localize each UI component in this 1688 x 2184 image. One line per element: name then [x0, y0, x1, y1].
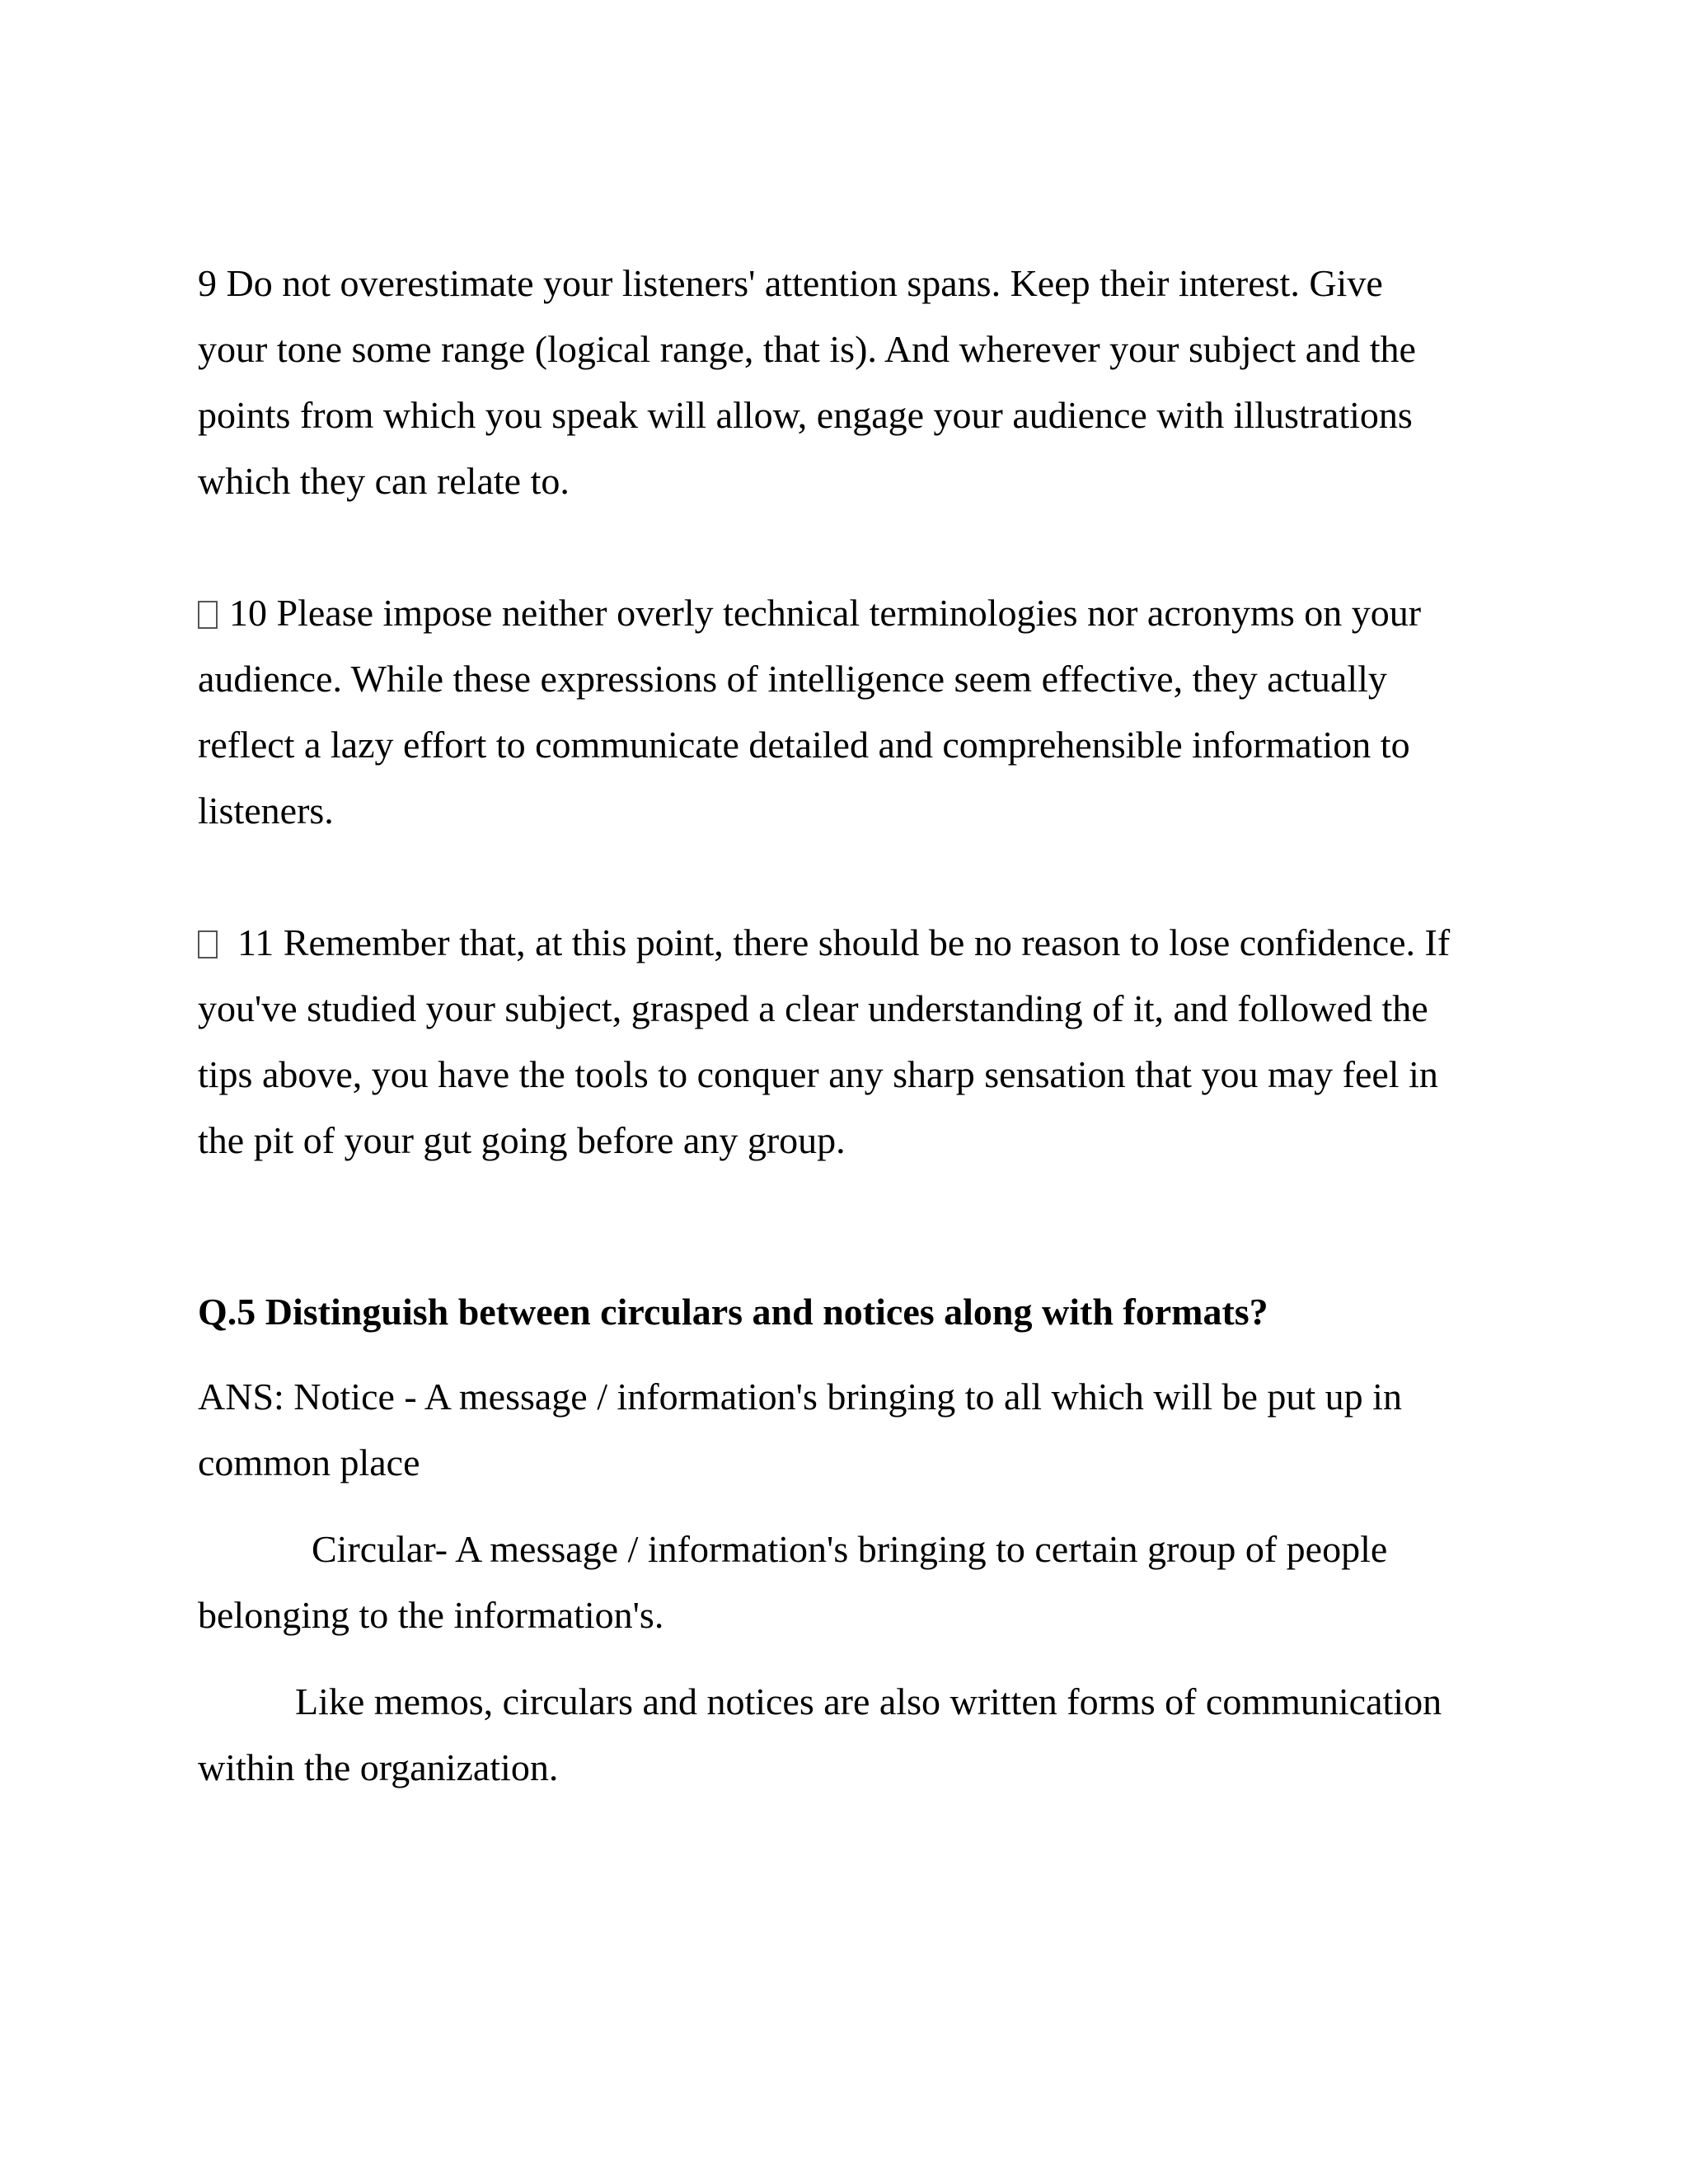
tip-9-line-1: 9 Do not overestimate your listeners' attention spans. Keep their interest. Give	[198, 262, 1383, 304]
tip-11-line-4: the pit of your gut going before any group.	[198, 1119, 846, 1161]
answer-circular-line-2: belonging to the information's.	[198, 1594, 664, 1636]
answer-notice-line-2: common place	[198, 1441, 420, 1483]
answer-notice-line-1: ANS: Notice - A message / information's bringing to all which will be put up in	[198, 1376, 1402, 1418]
tip-9-paragraph	[198, 251, 1517, 514]
tip-10-line-4: listeners.	[198, 790, 334, 832]
tip-11-line-1-text: 11 Remember that, at this point, there should be no reason to lose confidence. If	[237, 921, 1451, 963]
missing-glyph-box-icon	[198, 601, 218, 629]
tip-9-line-4: which they can relate to.	[198, 460, 570, 502]
answer-memos-line-1: Like memos, circulars and notices are also written forms of communication	[295, 1680, 1442, 1722]
tip-11-line-2: you've studied your subject, grasped a clear understanding of it, and followed the	[198, 987, 1428, 1029]
tip-9-line-2: your tone some range (logical range, that is). And wherever your subject and the	[198, 328, 1416, 370]
tip-9-line-3: points from which you speak will allow, engage your audience with illustrations	[198, 394, 1413, 436]
answer-notice-paragraph	[198, 1364, 1517, 1496]
tip-10-line-1-text: 10 Please impose neither overly technical terminologies nor acronyms on your	[229, 592, 1422, 634]
tip-11-paragraph	[198, 910, 1517, 1174]
tip-11-line-3: tips above, you have the tools to conquer any sharp sensation that you may feel in	[198, 1053, 1438, 1095]
missing-glyph-box-icon	[198, 930, 218, 958]
tip-10-paragraph	[198, 580, 1517, 844]
answer-circular-paragraph	[198, 1516, 1517, 1648]
question-5-text: Q.5 Distinguish between circulars and notices along with formats?	[198, 1291, 1268, 1333]
tip-10-line-2: audience. While these expressions of intelligence seem effective, they actually	[198, 658, 1387, 700]
answer-memos-paragraph	[198, 1669, 1517, 1801]
question-5-heading	[198, 1279, 1517, 1345]
answer-circular-line-1: Circular- A message / information's bringing to certain group of people	[312, 1528, 1388, 1570]
tip-10-line-3: reflect a lazy effort to communicate detailed and comprehensible information to	[198, 724, 1410, 766]
answer-memos-line-2: within the organization.	[198, 1746, 559, 1788]
tip-10-line-1	[198, 580, 1517, 646]
tip-11-line-1	[198, 910, 1517, 976]
